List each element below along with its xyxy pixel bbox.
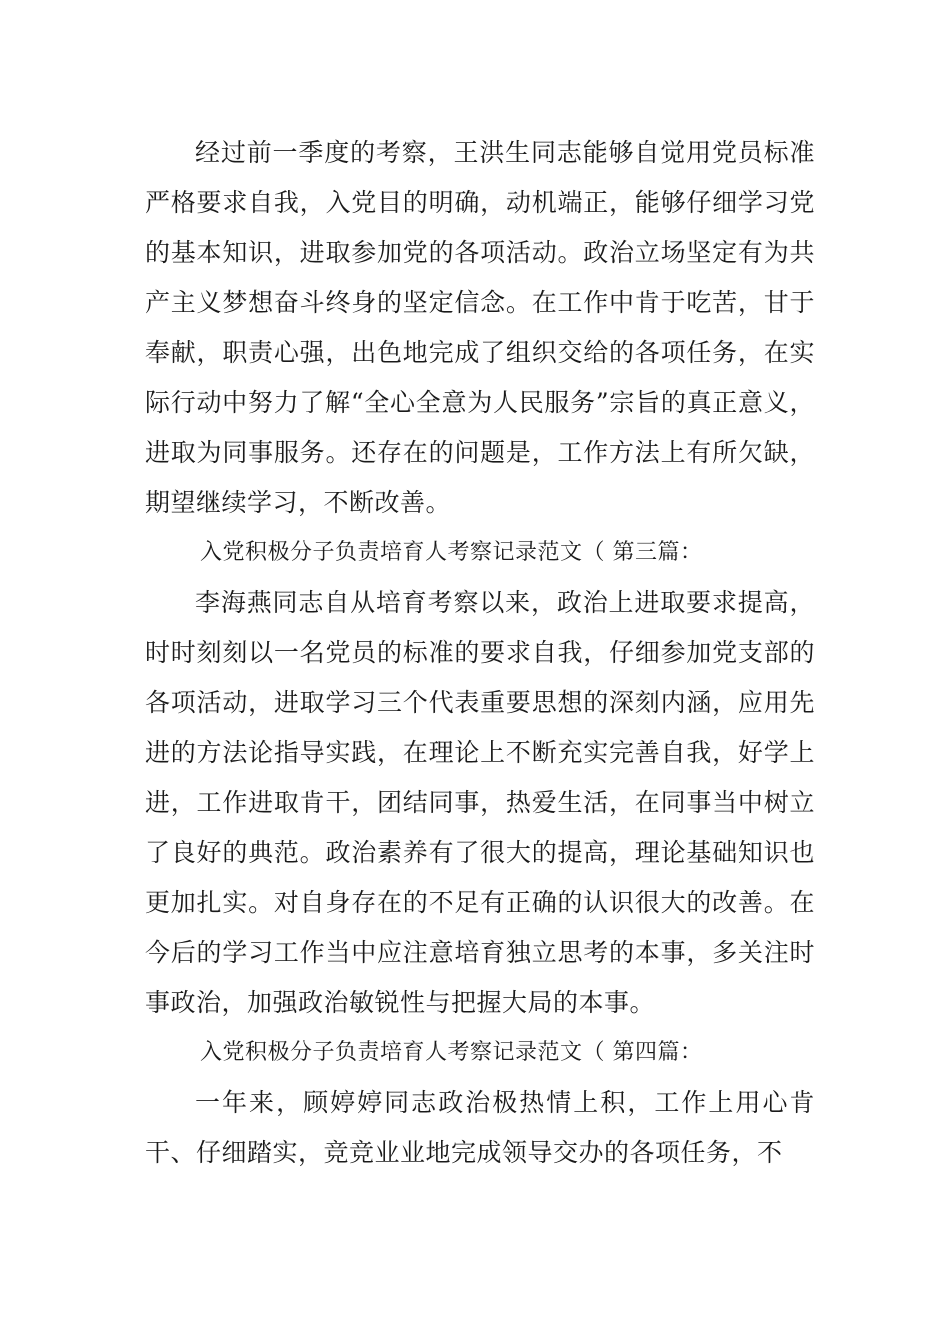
heading-part-four: 入党积极分子负责培育人考察记录范文（ 第四篇： (200, 1040, 703, 1065)
paragraph-assessment-gu: 一年来，顾婷婷同志政治极热情上积，工作上用心肯干、仔细踏实，竞竞业业地完成领导交办的各项任务，不 (145, 1088, 815, 1167)
document-page (145, 128, 815, 1178)
heading-part-three: 入党积极分子负责培育人考察记录范文（ 第三篇： (200, 540, 703, 565)
paragraph-assessment-li: 李海燕同志自从培育考察以来，政治上进取要求提高，时时刻刻以一名党员的标准的要求自我，仔细参加党支部的各项活动，进取学习三个代表重要思想的深刻内涵，应用先进的方法论指导实践，在理论上不断充实完善自我，好学上进，工作进取肯干，团结同事，热爱生活，在同事当中树立了良好的典范。政治素养有了很大的提高，理论基础知识也更加扎实。对自身存在的不足有正确的认识很大的改善。在今后的学习工作当中应注意培育独立思考的本事，多关注时事政治，加强政治敏锐性与把握大局的本事。 (145, 588, 815, 1017)
paragraph-assessment-wang: 经过前一季度的考察，王洪生同志能够自觉用党员标准严格要求自我，入党目的明确，动机端正，能够仔细学习党的基本知识，进取参加党的各项活动。政治立场坚定有为共产主义梦想奋斗终身的坚定信念。在工作中肯于吃苦，甘于奉献，职责心强，出色地完成了组织交给的各项任务，在实际行动中努力了解“全心全意为人民服务”宗旨的真正意义，进取为同事服务。还存在的问题是，工作方法上有所欠缺，期望继续学习，不断改善。 (145, 138, 815, 517)
